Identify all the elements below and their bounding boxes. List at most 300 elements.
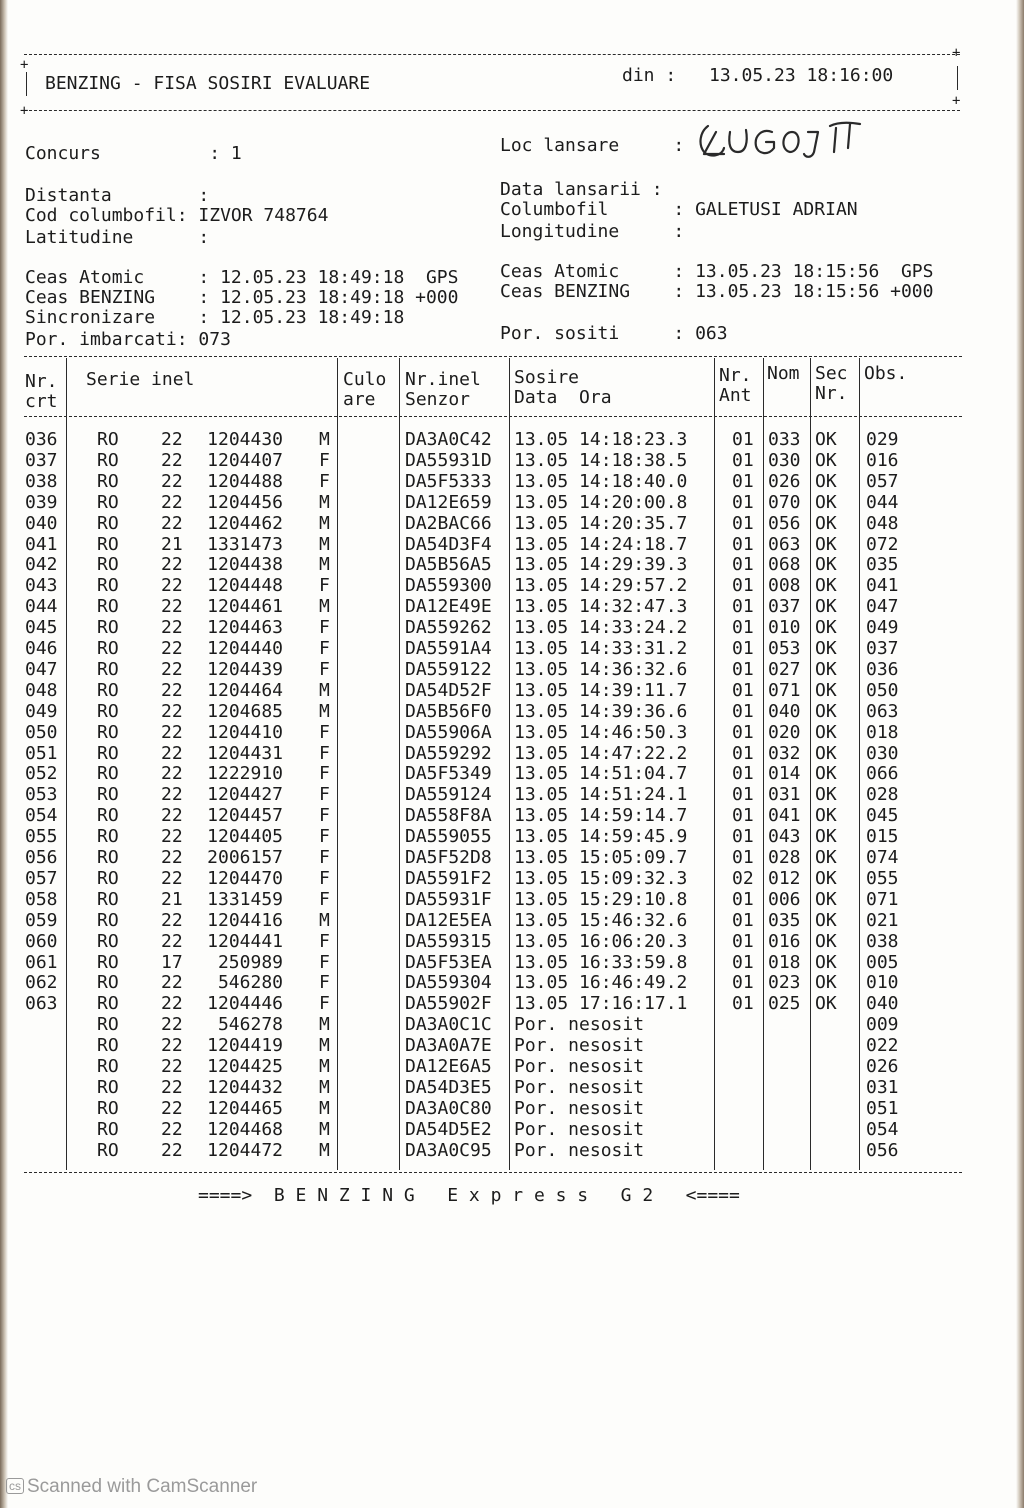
- cell-arrival: 13.05 14:18:23.3: [514, 429, 688, 450]
- cell-obs: 048: [866, 512, 899, 534]
- cell-arrival: 13.05 14:32:47.3: [514, 596, 688, 618]
- cell-sex: M: [319, 1056, 330, 1077]
- cell-sec: OK: [815, 679, 837, 701]
- cell-year: 22: [161, 784, 183, 806]
- cell-ring-number: 1204425: [207, 1056, 283, 1077]
- cell-ring-number: 250989: [217, 951, 283, 973]
- cell-ring-number: 1204427: [207, 784, 283, 806]
- cell-sensor: DA55906A: [405, 721, 492, 743]
- cell-country: RO: [97, 951, 119, 973]
- cell-year: 22: [161, 867, 183, 889]
- cell-year: 22: [161, 909, 183, 931]
- ceas-atomic-start: Ceas Atomic : 12.05.23 18:49:18 GPS: [25, 267, 459, 288]
- report-title: BENZING - FISA SOSIRI EVALUARE: [45, 73, 371, 94]
- cell-arrival: 13.05 14:47:22.2: [514, 742, 688, 764]
- cell-sec: OK: [815, 972, 837, 994]
- cell-ring-number: 1204405: [207, 826, 283, 848]
- cell-nom: 026: [768, 470, 801, 492]
- cell-sec: OK: [815, 491, 837, 513]
- cell-ring-number: 1204430: [207, 429, 283, 450]
- cell-sensor: DA12E6A5: [405, 1056, 492, 1077]
- cell-year: 22: [161, 1076, 183, 1098]
- cell-arrival: 13.05 14:29:39.3: [514, 554, 688, 576]
- cell-antenna: 01: [732, 784, 754, 806]
- cell-sex: M: [319, 429, 330, 450]
- cell-year: 22: [161, 1118, 183, 1140]
- table-top-rule: [24, 356, 962, 357]
- cell-ring-number: 1204470: [207, 867, 283, 889]
- cell-country: RO: [97, 617, 119, 639]
- table-row: [0, 681, 1024, 702]
- cell-country: RO: [97, 491, 119, 513]
- cell-obs: 055: [866, 867, 899, 889]
- cell-country: RO: [97, 470, 119, 492]
- cell-country: RO: [97, 1014, 119, 1036]
- cell-year: 22: [161, 679, 183, 701]
- table-row: [0, 1036, 1024, 1057]
- cell-obs: 029: [866, 429, 899, 450]
- concurs-line: Concurs : 1: [25, 143, 242, 164]
- cell-ring-number: 1204446: [207, 993, 283, 1015]
- table-row: [0, 806, 1024, 827]
- report-date: 13.05.23 18:16:00: [709, 65, 894, 86]
- cell-obs: 028: [866, 784, 899, 806]
- cell-antenna: 01: [732, 700, 754, 722]
- cell-nr-crt: 063: [25, 993, 58, 1015]
- cell-arrival: 13.05 14:33:31.2: [514, 638, 688, 659]
- cell-year: 22: [161, 1056, 183, 1077]
- cell-nr-crt: 036: [25, 429, 58, 450]
- cell-year: 22: [161, 658, 183, 680]
- cell-sex: F: [319, 847, 330, 868]
- cell-year: 21: [161, 888, 183, 910]
- cell-arrival: Por. nesosit: [514, 1118, 645, 1140]
- cell-country: RO: [97, 1097, 119, 1119]
- cell-obs: 018: [866, 721, 899, 743]
- cell-ring-number: 2006157: [207, 847, 283, 868]
- cell-arrival: 13.05 14:18:40.0: [514, 470, 688, 492]
- cell-obs: 041: [866, 575, 899, 597]
- cell-sensor: DA54D3F4: [405, 533, 492, 555]
- cell-year: 22: [161, 617, 183, 639]
- cell-country: RO: [97, 679, 119, 701]
- cell-ring-number: 1204456: [207, 491, 283, 513]
- cell-nom: 012: [768, 867, 801, 889]
- cell-obs: 021: [866, 909, 899, 931]
- cell-year: 22: [161, 972, 183, 994]
- table-row: [0, 785, 1024, 806]
- cell-arrival: Por. nesosit: [514, 1097, 645, 1119]
- cell-antenna: 01: [732, 826, 754, 848]
- cell-antenna: 01: [732, 638, 754, 659]
- cell-nr-crt: 046: [25, 638, 58, 659]
- cell-obs: 005: [866, 951, 899, 973]
- cell-year: 22: [161, 554, 183, 576]
- table-row: [0, 514, 1024, 535]
- cell-nom: 018: [768, 951, 801, 973]
- cell-obs: 045: [866, 805, 899, 827]
- cell-nr-crt: 050: [25, 721, 58, 743]
- cell-obs: 015: [866, 826, 899, 848]
- table-row: [0, 973, 1024, 994]
- table-row: [0, 1015, 1024, 1036]
- cell-country: RO: [97, 1035, 119, 1057]
- cell-sex: M: [319, 1139, 330, 1161]
- cell-year: 22: [161, 470, 183, 492]
- cell-sex: M: [319, 909, 330, 931]
- header-nr-ant: Nr.: [719, 365, 752, 386]
- cell-country: RO: [97, 867, 119, 889]
- cell-sec: OK: [815, 826, 837, 848]
- cell-sex: M: [319, 533, 330, 555]
- cell-sex: M: [319, 554, 330, 576]
- cell-country: RO: [97, 575, 119, 597]
- cell-obs: 031: [866, 1076, 899, 1098]
- cell-sensor: DA5B56F0: [405, 700, 492, 722]
- header-nr-crt-2: crt: [25, 391, 58, 412]
- header-culoare-2: are: [343, 389, 376, 410]
- cell-antenna: 01: [732, 554, 754, 576]
- cell-obs: 044: [866, 491, 899, 513]
- cell-antenna: 01: [732, 805, 754, 827]
- header-serie-inel: Serie inel: [86, 369, 195, 390]
- cell-sex: M: [319, 596, 330, 618]
- cell-sex: F: [319, 721, 330, 743]
- cell-sensor: DA559124: [405, 784, 492, 806]
- cell-sex: M: [319, 491, 330, 513]
- cell-nom: 041: [768, 805, 801, 827]
- cell-arrival: 13.05 15:09:32.3: [514, 867, 688, 889]
- cell-sec: OK: [815, 867, 837, 889]
- table-row: [0, 764, 1024, 785]
- cell-nr-crt: 058: [25, 888, 58, 910]
- cell-sex: F: [319, 888, 330, 910]
- cell-sex: M: [319, 512, 330, 534]
- cell-obs: 016: [866, 449, 899, 471]
- cell-ring-number: 1204440: [207, 638, 283, 659]
- cell-nr-crt: 052: [25, 763, 58, 785]
- cell-sec: OK: [815, 429, 837, 450]
- cell-sex: F: [319, 930, 330, 952]
- cell-nr-crt: 044: [25, 596, 58, 618]
- cell-nom: 008: [768, 575, 801, 597]
- table-row: [0, 848, 1024, 869]
- cell-sensor: DA54D5E2: [405, 1118, 492, 1140]
- cell-country: RO: [97, 554, 119, 576]
- cell-ring-number: 1204419: [207, 1035, 283, 1057]
- cell-obs: 049: [866, 617, 899, 639]
- handwritten-release-location: [694, 118, 874, 168]
- cell-country: RO: [97, 638, 119, 659]
- cell-obs: 026: [866, 1056, 899, 1077]
- cell-nom: 071: [768, 679, 801, 701]
- cell-arrival: 13.05 15:46:32.6: [514, 909, 688, 931]
- cell-sensor: DA559122: [405, 658, 492, 680]
- cell-sec: OK: [815, 638, 837, 659]
- cell-ring-number: 1204461: [207, 596, 283, 618]
- cell-sensor: DA12E49E: [405, 596, 492, 618]
- cell-year: 22: [161, 1014, 183, 1036]
- cell-ring-number: 1204439: [207, 658, 283, 680]
- cell-nom: 063: [768, 533, 801, 555]
- table-row: [0, 827, 1024, 848]
- cell-ring-number: 1204441: [207, 930, 283, 952]
- cell-sensor: DA2BAC66: [405, 512, 492, 534]
- cell-sec: OK: [815, 449, 837, 471]
- cell-sec: OK: [815, 721, 837, 743]
- title-bottom-rule: [24, 110, 960, 111]
- cell-arrival: 13.05 16:46:49.2: [514, 972, 688, 994]
- cell-country: RO: [97, 742, 119, 764]
- table-row: [0, 660, 1024, 681]
- cell-sensor: DA558F8A: [405, 805, 492, 827]
- cell-nom: 040: [768, 700, 801, 722]
- cell-sex: F: [319, 658, 330, 680]
- cell-nr-crt: 059: [25, 909, 58, 931]
- cell-country: RO: [97, 1076, 119, 1098]
- table-row: [0, 702, 1024, 723]
- cell-sex: F: [319, 763, 330, 785]
- cell-sensor: DA55902F: [405, 993, 492, 1015]
- cell-arrival: Por. nesosit: [514, 1056, 645, 1077]
- corner-plus: +: [20, 57, 29, 73]
- cell-year: 22: [161, 700, 183, 722]
- cell-country: RO: [97, 658, 119, 680]
- cell-sensor: DA5F5333: [405, 470, 492, 492]
- camscanner-logo-icon: cs: [6, 1478, 24, 1494]
- cell-year: 22: [161, 596, 183, 618]
- cell-antenna: 01: [732, 575, 754, 597]
- cell-arrival: 13.05 15:29:10.8: [514, 888, 688, 910]
- camscanner-watermark: [6, 1476, 257, 1498]
- cell-nr-crt: 042: [25, 554, 58, 576]
- cell-nr-crt: 055: [25, 826, 58, 848]
- table-row: [0, 618, 1024, 639]
- cell-arrival: 13.05 16:33:59.8: [514, 951, 688, 973]
- table-row: [0, 932, 1024, 953]
- cell-ring-number: 1204463: [207, 617, 283, 639]
- cell-year: 22: [161, 763, 183, 785]
- cell-sec: OK: [815, 617, 837, 639]
- longitudine-line: Longitudine :: [500, 221, 685, 242]
- table-row: [0, 994, 1024, 1015]
- cell-nr-crt: 047: [25, 658, 58, 680]
- cell-sex: F: [319, 742, 330, 764]
- header-sec-nr: Nr.: [815, 383, 848, 404]
- cell-obs: 010: [866, 972, 899, 994]
- cell-sex: F: [319, 951, 330, 973]
- cell-nr-crt: 061: [25, 951, 58, 973]
- cell-ring-number: 1204472: [207, 1139, 283, 1161]
- header-culoare: Culo: [343, 369, 387, 390]
- cell-obs: 009: [866, 1014, 899, 1036]
- cell-antenna: 01: [732, 847, 754, 868]
- cell-ring-number: 1204448: [207, 575, 283, 597]
- cell-country: RO: [97, 930, 119, 952]
- cell-year: 22: [161, 1139, 183, 1161]
- cell-sensor: DA5F53EA: [405, 951, 492, 973]
- cell-ring-number: 546280: [217, 972, 283, 994]
- cell-year: 22: [161, 805, 183, 827]
- date-label: din :: [622, 65, 677, 86]
- cell-nr-crt: 039: [25, 491, 58, 513]
- cell-obs: 063: [866, 700, 899, 722]
- cell-nom: 070: [768, 491, 801, 513]
- cell-nr-crt: 051: [25, 742, 58, 764]
- cell-arrival: Por. nesosit: [514, 1014, 645, 1036]
- cell-sensor: DA55931D: [405, 449, 492, 471]
- cell-sex: F: [319, 972, 330, 994]
- cell-arrival: Por. nesosit: [514, 1035, 645, 1057]
- cell-arrival: 13.05 17:16:17.1: [514, 993, 688, 1015]
- cell-sex: F: [319, 826, 330, 848]
- header-nom: Nom: [767, 363, 800, 384]
- cell-ring-number: 1204465: [207, 1097, 283, 1119]
- cell-obs: 056: [866, 1139, 899, 1161]
- cell-sec: OK: [815, 470, 837, 492]
- cell-sec: OK: [815, 742, 837, 764]
- cell-sex: F: [319, 784, 330, 806]
- cell-sex: F: [319, 470, 330, 492]
- cell-nr-crt: 040: [25, 512, 58, 534]
- cell-arrival: 13.05 14:29:57.2: [514, 575, 688, 597]
- header-senzor: Senzor: [405, 389, 471, 410]
- table-row: [0, 430, 1024, 451]
- cell-country: RO: [97, 1139, 119, 1161]
- ceas-benzing-end: Ceas BENZING : 13.05.23 18:15:56 +000: [500, 281, 934, 302]
- cell-obs: 066: [866, 763, 899, 785]
- cell-obs: 050: [866, 679, 899, 701]
- cell-antenna: 01: [732, 470, 754, 492]
- cell-obs: 022: [866, 1035, 899, 1057]
- cell-nom: 068: [768, 554, 801, 576]
- table-row: [0, 953, 1024, 974]
- cell-nom: 014: [768, 763, 801, 785]
- cell-sec: OK: [815, 993, 837, 1015]
- table-row: [0, 911, 1024, 932]
- table-row: [0, 723, 1024, 744]
- cell-nr-crt: 049: [25, 700, 58, 722]
- cell-country: RO: [97, 721, 119, 743]
- cell-sensor: DA5F5349: [405, 763, 492, 785]
- cell-sex: M: [319, 1035, 330, 1057]
- cell-obs: 036: [866, 658, 899, 680]
- cell-ring-number: 1204685: [207, 700, 283, 722]
- cell-nr-crt: 060: [25, 930, 58, 952]
- cell-country: RO: [97, 847, 119, 868]
- cell-arrival: 13.05 14:24:18.7: [514, 533, 688, 555]
- cell-year: 22: [161, 930, 183, 952]
- cell-sensor: DA3A0C1C: [405, 1014, 492, 1036]
- cell-arrival: 13.05 15:05:09.7: [514, 847, 688, 868]
- cell-obs: 037: [866, 638, 899, 659]
- cell-nr-crt: 056: [25, 847, 58, 868]
- cell-sensor: DA54D3E5: [405, 1076, 492, 1098]
- cell-year: 22: [161, 1035, 183, 1057]
- cell-antenna: 01: [732, 533, 754, 555]
- cell-antenna: 01: [732, 449, 754, 471]
- columbofil-line: Columbofil : GALETUSI ADRIAN: [500, 199, 858, 220]
- header-obs: Obs.: [864, 363, 908, 384]
- cell-sensor: DA3A0C42: [405, 429, 492, 450]
- cell-year: 22: [161, 638, 183, 659]
- cell-country: RO: [97, 533, 119, 555]
- cell-ring-number: 1204432: [207, 1076, 283, 1098]
- cell-year: 22: [161, 742, 183, 764]
- cell-sex: M: [319, 1014, 330, 1036]
- cell-sensor: DA12E5EA: [405, 909, 492, 931]
- table-row: [0, 1078, 1024, 1099]
- distanta-line: Distanta :: [25, 185, 210, 206]
- cell-sensor: DA55931F: [405, 888, 492, 910]
- cell-country: RO: [97, 993, 119, 1015]
- cell-sex: M: [319, 700, 330, 722]
- cell-nom: 032: [768, 742, 801, 764]
- cell-country: RO: [97, 596, 119, 618]
- table-row: [0, 1099, 1024, 1120]
- cell-country: RO: [97, 429, 119, 450]
- cell-country: RO: [97, 909, 119, 931]
- cell-nom: 035: [768, 909, 801, 931]
- ceas-benzing-start: Ceas BENZING : 12.05.23 18:49:18 +000: [25, 287, 459, 308]
- cell-antenna: 01: [732, 951, 754, 973]
- cell-sec: OK: [815, 888, 837, 910]
- cell-nr-crt: 038: [25, 470, 58, 492]
- cell-sec: OK: [815, 554, 837, 576]
- corner-plus: +: [20, 103, 29, 119]
- cell-sec: OK: [815, 951, 837, 973]
- cell-sex: F: [319, 449, 330, 471]
- por-sositi-line: Por. sositi : 063: [500, 323, 728, 344]
- ceas-atomic-end: Ceas Atomic : 13.05.23 18:15:56 GPS: [500, 261, 934, 282]
- cell-arrival: 13.05 14:59:45.9: [514, 826, 688, 848]
- cell-ring-number: 1204438: [207, 554, 283, 576]
- cell-obs: 038: [866, 930, 899, 952]
- table-header-bottom-rule: [24, 416, 962, 417]
- cell-obs: 040: [866, 993, 899, 1015]
- cell-sensor: DA3A0C80: [405, 1097, 492, 1119]
- cell-ring-number: 546278: [217, 1014, 283, 1036]
- cell-ring-number: 1204464: [207, 679, 283, 701]
- cell-year: 22: [161, 512, 183, 534]
- cell-nom: 010: [768, 617, 801, 639]
- cell-ring-number: 1204431: [207, 742, 283, 764]
- cell-ring-number: 1204468: [207, 1118, 283, 1140]
- cell-year: 22: [161, 847, 183, 868]
- cell-ring-number: 1204416: [207, 909, 283, 931]
- cell-obs: 071: [866, 888, 899, 910]
- cell-ring-number: 1204488: [207, 470, 283, 492]
- header-ant: Ant: [719, 385, 752, 406]
- cell-antenna: 01: [732, 596, 754, 618]
- cell-nom: 006: [768, 888, 801, 910]
- cell-sec: OK: [815, 847, 837, 868]
- cell-nr-crt: 041: [25, 533, 58, 555]
- cell-country: RO: [97, 826, 119, 848]
- header-sec: Sec: [815, 363, 848, 384]
- cell-antenna: 01: [732, 721, 754, 743]
- cell-country: RO: [97, 972, 119, 994]
- cell-obs: 072: [866, 533, 899, 555]
- header-nr-inel: Nr.inel: [405, 369, 481, 390]
- cell-sensor: DA5B56A5: [405, 554, 492, 576]
- cell-obs: 047: [866, 596, 899, 618]
- cell-obs: 030: [866, 742, 899, 764]
- table-row: [0, 639, 1024, 660]
- cell-antenna: 01: [732, 512, 754, 534]
- cell-country: RO: [97, 1118, 119, 1140]
- cell-nom: 053: [768, 638, 801, 659]
